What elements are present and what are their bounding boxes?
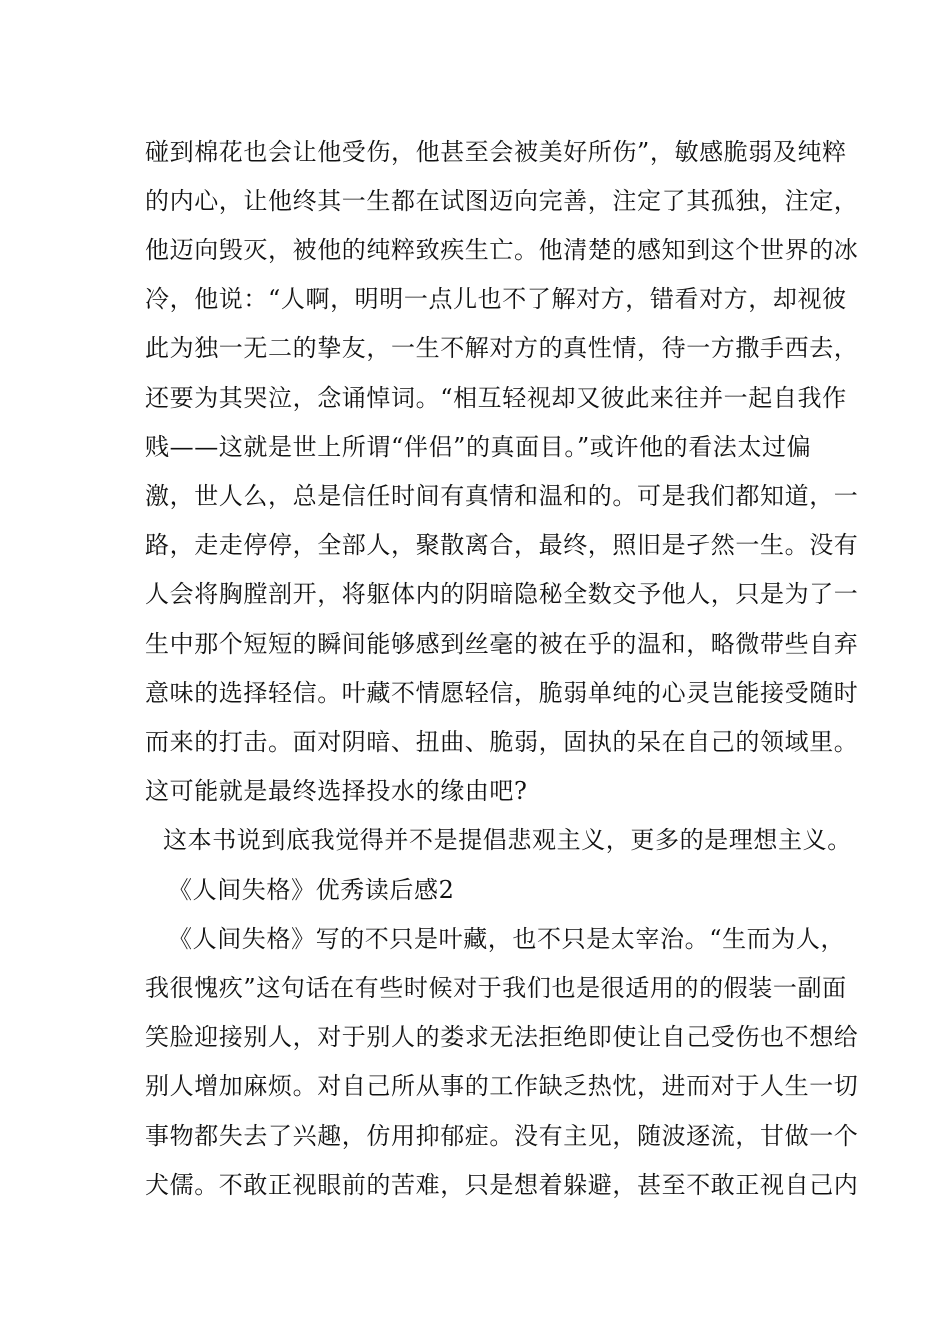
body-text-line: 路，走走停停，全部人，聚散离合，最终，照旧是孑然一生。没有 — [145, 531, 859, 559]
body-text-line: 意味的选择轻信。叶藏不情愿轻信，脆弱单纯的心灵岂能接受随时 — [145, 679, 859, 707]
paragraph-line: 《人间失格》写的不只是叶藏，也不只是太宰治。“生而为人， — [168, 925, 846, 953]
body-text-line: 我很愧疚”这句话在有些时候对于我们也是很适用的的假装一副面 — [145, 974, 847, 1002]
body-text-line: 碰到棉花也会让他受伤，他甚至会被美好所伤”，敏感脆弱及纯粹 — [145, 138, 847, 166]
body-text-line: 笑脸迎接别人，对于别人的娄求无法拒绝即使让自己受伤也不想给 — [145, 1023, 859, 1051]
body-text-line: 此为独一无二的挚友，一生不解对方的真性情，待一方撒手西去， — [145, 334, 859, 362]
body-text-line: 他迈向毁灭，被他的纯粹致疾生亡。他清楚的感知到这个世界的冰 — [145, 236, 859, 264]
body-text-line: 犬儒。不敢正视眼前的苦难，只是想着躲避，甚至不敢正视自己内 — [145, 1171, 859, 1199]
body-text-line: 人会将胸膛剖开，将躯体内的阴暗隐秘全数交予他人，只是为了一 — [145, 580, 859, 608]
body-text-line: 这可能就是最终选择投水的缘由吧? — [145, 777, 528, 805]
body-text-line: 冷，他说：“人啊，明明一点儿也不了解对方，错看对方，却视彼 — [145, 285, 847, 313]
body-text-line: 还要为其哭泣，念诵悼词。“相互轻视却又彼此来往并一起自我作 — [145, 384, 847, 412]
body-text-line: 激，世人么，总是信任时间有真情和温和的。可是我们都知道，一 — [145, 482, 859, 510]
body-text-line: 生中那个短短的瞬间能够感到丝毫的被在乎的温和，略微带些自弃 — [145, 630, 859, 658]
body-text-line: 贱——这就是世上所谓“伴侣”的真面目。”或许他的看法太过偏 — [145, 433, 812, 461]
body-text-line: 而来的打击。面对阴暗、扭曲、脆弱，固执的呆在自己的领域里。 — [145, 728, 859, 756]
section-heading: 《人间失格》优秀读后感2 — [168, 876, 455, 904]
paragraph-line: 这本书说到底我觉得并不是提倡悲观主义，更多的是理想主义。 — [163, 826, 852, 854]
body-text-line: 事物都失去了兴趣，仿用抑郁症。没有主见，随波逐流，甘做一个 — [145, 1122, 859, 1150]
body-text-line: 别人增加麻烦。对自己所从事的工作缺乏热忱，进而对于人生一切 — [145, 1072, 859, 1100]
body-text-line: 的内心，让他终其一生都在试图迈向完善，注定了其孤独，注定， — [145, 187, 859, 215]
